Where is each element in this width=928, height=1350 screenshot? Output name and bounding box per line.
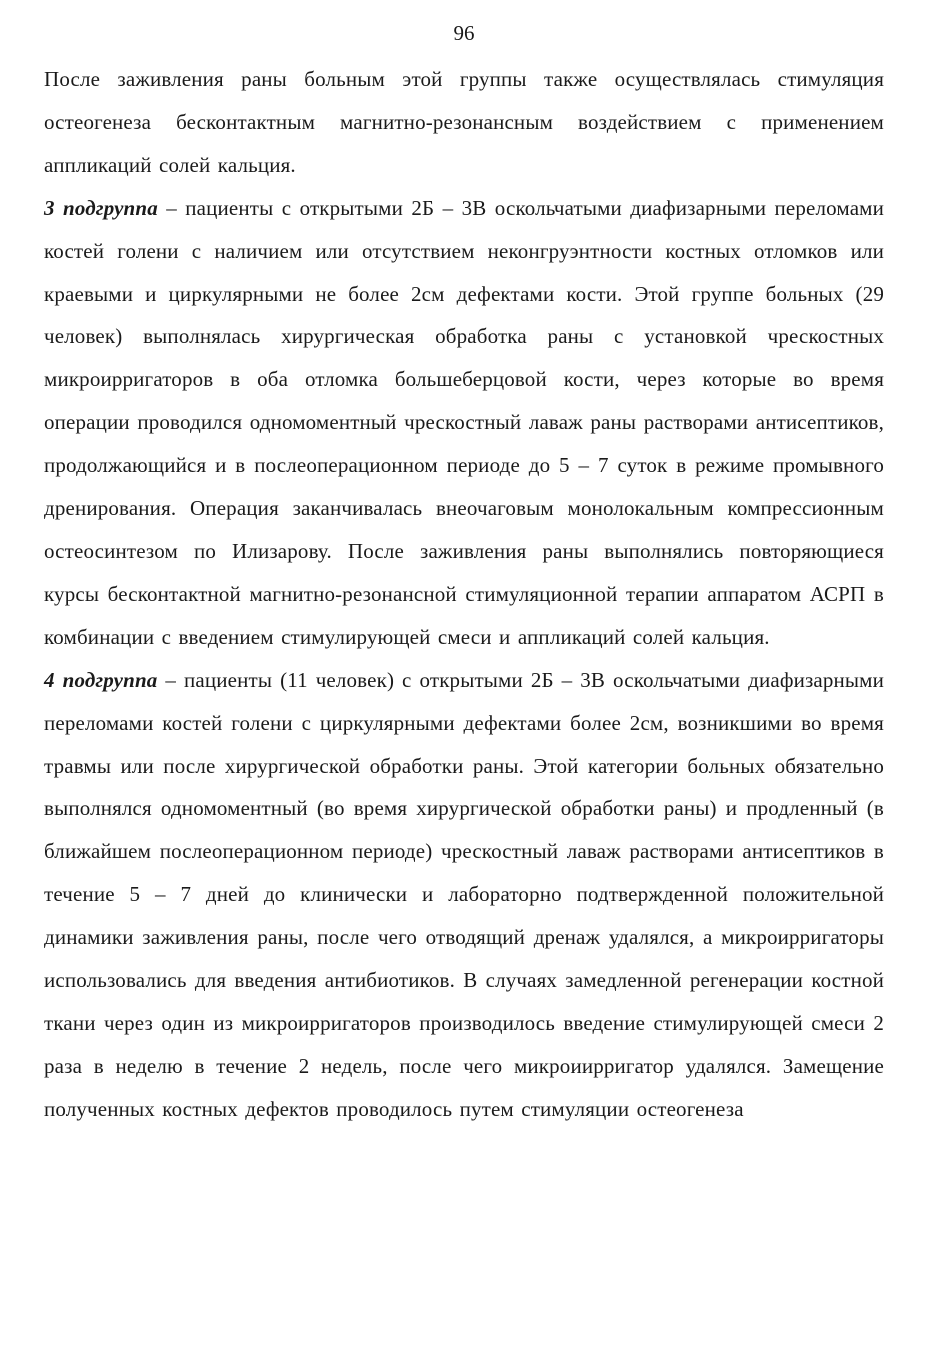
- subgroup-3-heading: 3 подгруппа: [44, 195, 158, 220]
- paragraph-1-text: После заживления раны больным этой группы также осуществлялась стимуляция остеогенеза бесконтактным магнитно-резонансным воздействием с применением аппликаций солей кальция.: [44, 67, 884, 177]
- paragraph-1: [44, 58, 884, 187]
- subgroup-4-heading: 4 подгруппа: [44, 667, 158, 692]
- paragraph-3-text: – пациенты (11 человек) с открытыми 2Б – 3В оскольчатыми диафизарными переломами костей голени с циркулярными дефектами более 2см, возникшими во время травмы или после хирургической обработки раны. Этой категории больных обязательно выполнялся одномоментный (во время хирургической обработки раны) и продленный (в ближайшем послеоперационном периоде) чрескостный лаваж растворами антисептиков в течение 5 – 7 дней до клинически и лабораторно подтвержденной положительной динамики заживления раны, после чего отводящий дренаж удалялся, а микроирригаторы использовались для введения антибиотиков. В случаях замедленной регенерации костной ткани через один из микроирригаторов производилось введение стимулирующей смеси 2 раза в неделю в течение 2 недель, после чего микроиирригатор удалялся. Замещение полученных костных дефектов проводилось путем стимуляции остеогенеза: [44, 667, 885, 1121]
- page-number: 96: [453, 21, 475, 45]
- paragraph-2: [44, 187, 884, 659]
- paragraph-3: [44, 659, 884, 1131]
- paragraph-2-text: – пациенты с открытыми 2Б – 3В оскольчатыми диафизарными переломами костей голени с наличием или отсутствием неконгруэнтности костных отломков или краевыми и циркулярными не более 2см дефектами кости. Этой группе больных (29 человек) выполнялась хирургическая обработка раны с установкой чрескостных микроирригаторов в оба отломка большеберцовой кости, через которые во время операции проводился одномоментный чрескостный лаваж раны растворами антисептиков, продолжающийся и в послеоперационном периоде до 5 – 7 суток в режиме промывного дренирования. Операция заканчивалась внеочаговым монолокальным компрессионным остеосинтезом по Илизарову. После заживления раны выполнялись повторяющиеся курсы бесконтактной магнитно-резонансной стимуляционной терапии аппаратом АСРП в комбинации с введением стимулирующей смеси и аппликаций солей кальция.: [44, 195, 885, 649]
